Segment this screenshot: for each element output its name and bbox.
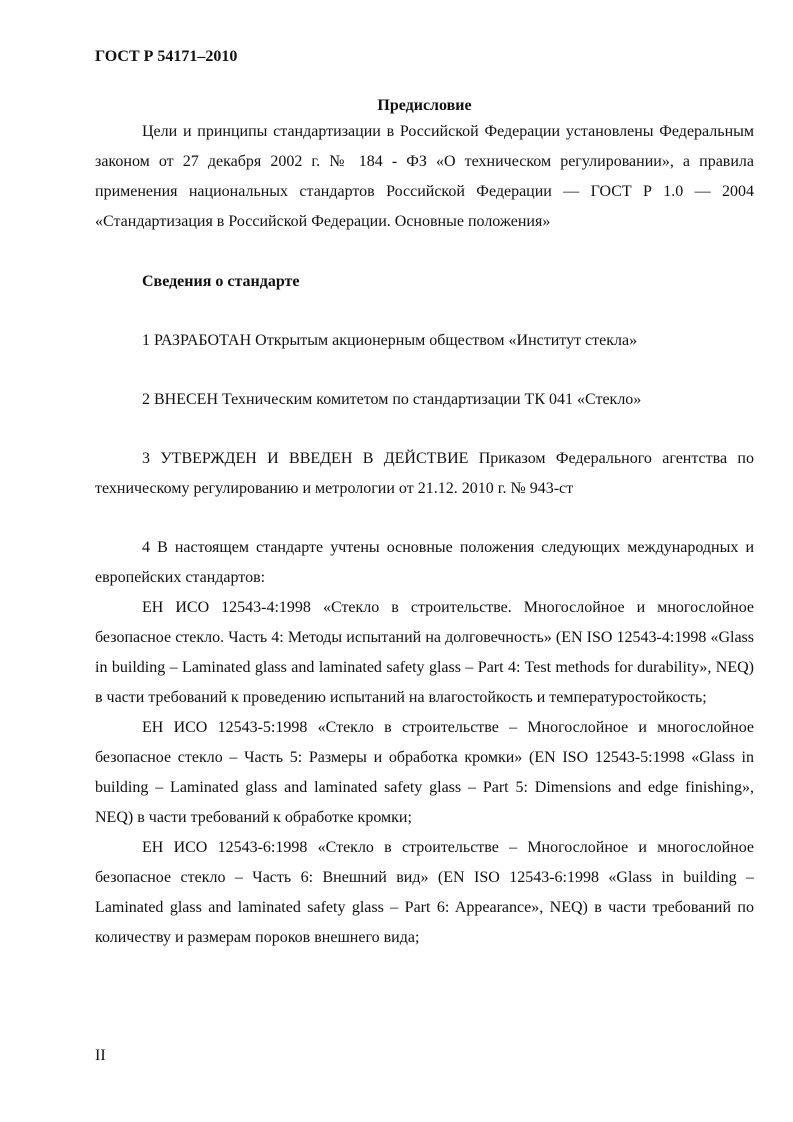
- spacer: [95, 237, 754, 267]
- info-item-standard-12543-4: ЕН ИСО 12543-4:1998 «Стекло в строительстве. Многослойное и многослойное безопасное стекло. Часть 4: Методы испытаний на долговечность» (EN ISO 12543-4:1998 «Glass in building – Laminated glass and laminated safety glass – Part 4: Test methods for durability», NEQ) в части требований к проведению испытаний на влагостойкость и температуростойкость;: [95, 599, 754, 706]
- page-number: II: [95, 1047, 106, 1064]
- info-item-developed: 1 РАЗРАБОТАН Открытым акционерным обществом «Институт стекла»: [142, 332, 638, 349]
- foreword-paragraph: Цели и принципы стандартизации в Российской Федерации установлены Федеральным законом от 27 декабря 2002 г. № 184 - ФЗ «О техническом регулировании», а правила применения национальных стандартов Российской Федерации — ГОСТ Р 1.0 — 2004 «Стандартизация в Российской Федерации. Основные положения»: [95, 123, 754, 230]
- page-body: [95, 95, 754, 953]
- info-item-standard-12543-5: ЕН ИСО 12543-5:1998 «Стекло в строительстве – Многослойное и многослойное безопасное стекло – Часть 5: Размеры и обработка кромки» (EN ISO 12543-5:1998 «Glass in building – Laminated glass and laminated safety glass – Part 5: Dimensions and edge finishing», NEQ) в части требований к обработке кромки;: [95, 719, 754, 826]
- spacer: [95, 415, 754, 444]
- standard-info-title: Сведения о стандарте: [142, 273, 300, 290]
- info-item-approved: 3 УТВЕРЖДЕН И ВВЕДЕН В ДЕЙСТВИЕ Приказом Федерального агентства по техническому регулированию и метрологии от 21.12. 2010 г. № 943-ст: [95, 450, 754, 497]
- info-item-standards-intro: 4 В настоящем стандарте учтены основные положения следующих международных и европейских стандартов:: [95, 539, 754, 586]
- spacer: [95, 504, 754, 533]
- info-item-standard-12543-6: ЕН ИСО 12543-6:1998 «Стекло в строительстве – Многослойное и многослойное безопасное стекло – Часть 6: Внешний вид» (EN ISO 12543-6:1998 «Glass in building – Laminated glass and laminated safety glass – Part 6: Appearance», NEQ) в части требований по количеству и размерам пороков внешнего вида;: [95, 839, 754, 946]
- foreword-title: Предисловие: [377, 97, 472, 114]
- spacer: [95, 356, 754, 385]
- document-code: ГОСТ Р 54171–2010: [95, 48, 238, 65]
- info-item-submitted: 2 ВНЕСЕН Техническим комитетом по стандартизации ТК 041 «Стекло»: [142, 391, 642, 408]
- spacer: [95, 297, 754, 326]
